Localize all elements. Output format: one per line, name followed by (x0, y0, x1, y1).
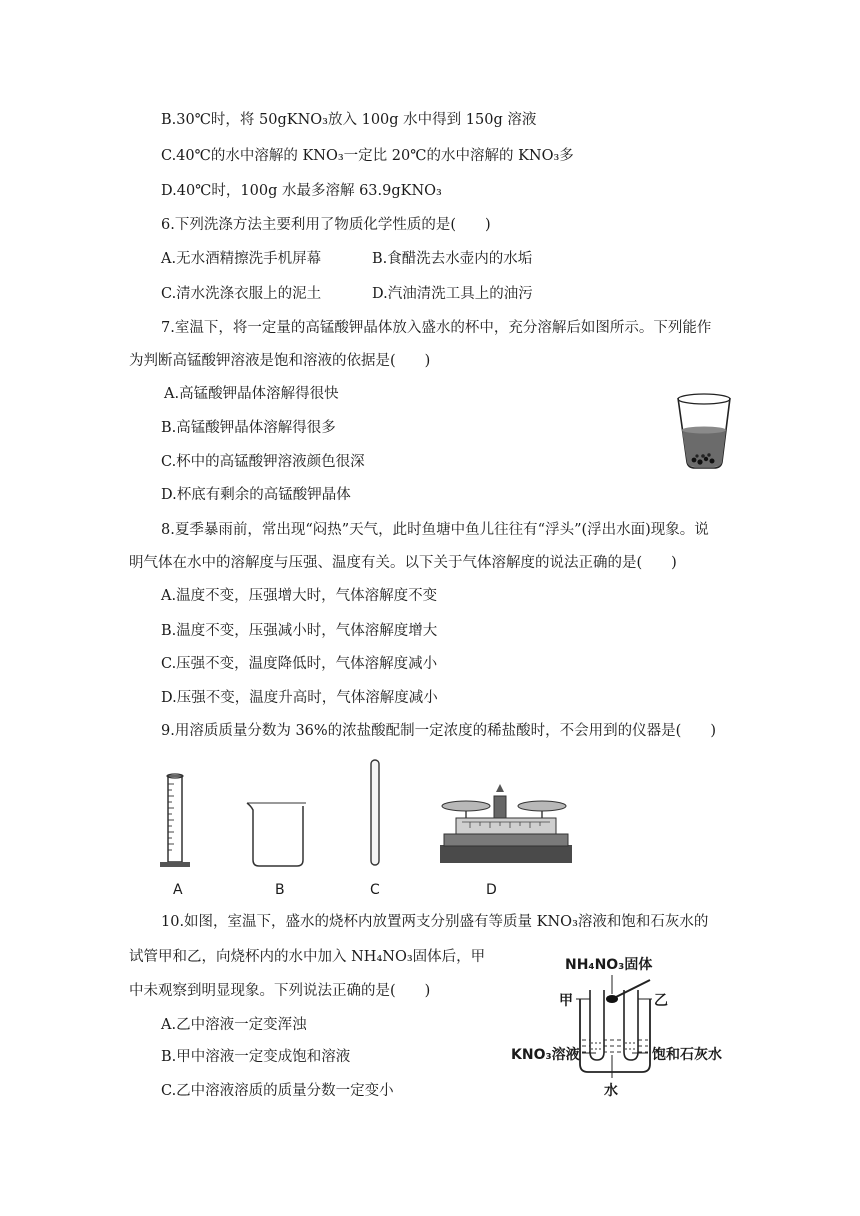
q8-option-d: D.压强不变，温度升高时，气体溶解度减小 (161, 690, 438, 706)
q9-label-a: A (173, 882, 183, 898)
q8-option-b: B.温度不变，压强减小时，气体溶解度增大 (161, 623, 438, 639)
q6-option-a: A.无水酒精擦洗手机屏幕 (161, 251, 322, 267)
q10-stem-line2: 试管甲和乙，向烧杯内的水中加入 NH₄NO₃固体后，甲 (129, 949, 486, 965)
q10-label-tube-a: 甲 (559, 993, 573, 1009)
q10-stem-line3: 中未观察到明显现象。下列说法正确的是( ) (129, 983, 431, 999)
q7-option-a: A.高锰酸钾晶体溶解得很快 (164, 386, 339, 402)
q8-stem-line2: 明气体在水中的溶解度与压强、温度有关。以下关于气体溶解度的说法正确的是( ) (129, 555, 677, 571)
q7-stem-line1: 7.室温下，将一定量的高锰酸钾晶体放入盛水的杯中，充分溶解后如图所示。下列能作 (161, 320, 712, 336)
q6-option-b: B.食醋洗去水壶内的水垢 (372, 251, 533, 267)
q10-option-b: B.甲中溶液一定变成饱和溶液 (161, 1049, 351, 1065)
q5-option-c: C.40℃的水中溶解的 KNO₃一定比 20℃的水中溶解的 KNO₃多 (161, 148, 574, 164)
q10-label-water: 水 (604, 1083, 618, 1099)
q9-stem: 9.用溶质质量分数为 36%的浓盐酸配制一定浓度的稀盐酸时，不会用到的仪器是( ) (161, 723, 716, 739)
q9-label-d: D (486, 882, 497, 898)
q8-option-a: A.温度不变，压强增大时，气体溶解度不变 (161, 588, 438, 604)
q8-stem-line1: 8.夏季暴雨前，常出现“闷热”天气，此时鱼塘中鱼儿往往有“浮头”(浮出水面)现象。说 (161, 522, 709, 538)
q9-label-b: B (275, 882, 285, 898)
q7-stem-line2: 为判断高锰酸钾溶液是饱和溶液的依据是( ) (129, 353, 431, 369)
q10-stem-line1: 10.如图，室温下，盛水的烧杯内放置两支分别盛有等质量 KNO₃溶液和饱和石灰水的 (161, 914, 709, 930)
q8-option-c: C.压强不变，温度降低时，气体溶解度减小 (161, 656, 438, 672)
q10-label-kno3-solution: KNO₃溶液 (511, 1047, 580, 1063)
q10-label-nh4no3-solid: NH₄NO₃固体 (565, 957, 653, 973)
q6-option-d: D.汽油清洗工具上的油污 (372, 286, 533, 302)
q10-label-saturated-limewater: 饱和石灰水 (652, 1047, 722, 1063)
q6-stem: 6.下列洗涤方法主要利用了物质化学性质的是( ) (161, 217, 491, 233)
q6-option-c: C.清水洗涤衣服上的泥土 (161, 286, 322, 302)
q10-label-tube-b: 乙 (654, 993, 668, 1009)
q7-option-b: B.高锰酸钾晶体溶解得很多 (161, 420, 336, 436)
q5-option-d: D.40℃时，100g 水最多溶解 63.9gKNO₃ (161, 183, 442, 199)
q10-option-c: C.乙中溶液溶质的质量分数一定变小 (161, 1083, 394, 1099)
q9-label-c: C (370, 882, 380, 898)
q5-option-b: B.30℃时，将 50gKNO₃放入 100g 水中得到 150g 溶液 (161, 112, 537, 128)
q7-option-d: D.杯底有剩余的高锰酸钾晶体 (161, 487, 351, 503)
q7-option-c: C.杯中的高锰酸钾溶液颜色很深 (161, 454, 365, 470)
q10-option-a: A.乙中溶液一定变浑浊 (161, 1017, 307, 1033)
